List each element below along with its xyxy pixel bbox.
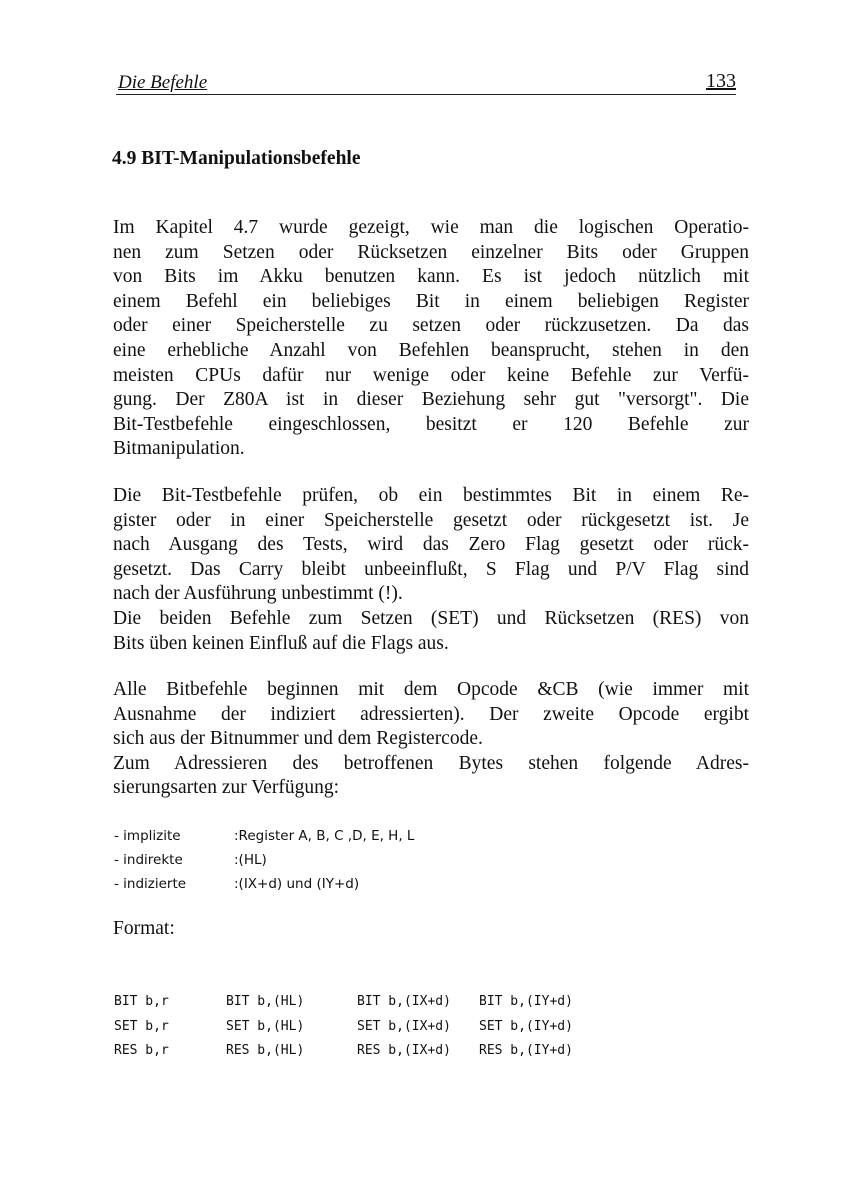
- mode-value: :(HL): [234, 852, 267, 868]
- text-line: Die beiden Befehle zum Setzen (SET) und Rücksetzen (RES) von: [113, 607, 749, 629]
- text-line: Zum Adressieren des betroffenen Bytes stehen folgende Adres-: [113, 752, 749, 774]
- list-item: [114, 824, 414, 848]
- text-line: sich aus der Bitnummer und dem Registercode.: [113, 728, 483, 750]
- running-head-chapter: Die Befehle: [118, 72, 208, 93]
- table-cell: RES b,(IX+d): [357, 1043, 451, 1058]
- table-cell: SET b,(HL): [226, 1018, 305, 1034]
- paragraph-opcode: [113, 678, 749, 801]
- text-line: nen zum Setzen oder Rücksetzen einzelner Bits oder Gruppen: [113, 241, 749, 263]
- mode-value: :(IX+d) und (IY+d): [234, 876, 360, 892]
- page-number: 133: [706, 70, 736, 92]
- mode-value: :Register A, B, C ,D, E, H, L: [234, 828, 415, 844]
- paragraph-intro: [113, 216, 749, 462]
- table-cell: BIT b,(IY+d): [479, 994, 573, 1009]
- instruction-format-table: [114, 990, 599, 1064]
- text-line: Ausnahme der indiziert adressierten). Der zweite Opcode ergibt: [113, 703, 749, 725]
- table-cell: SET b,r: [114, 1018, 169, 1034]
- text-line: gister oder in einer Speicherstelle gesetzt oder rückgesetzt ist. Je: [113, 509, 749, 531]
- list-item: [114, 848, 414, 872]
- table-cell: RES b,(HL): [226, 1043, 305, 1058]
- table-cell: RES b,r: [114, 1043, 169, 1058]
- list-item: [114, 872, 414, 896]
- text-line: gesetzt. Das Carry bleibt unbeeinflußt, S Flag und P/V Flag sind: [113, 558, 749, 580]
- text-line: oder einer Speicherstelle zu setzen oder rückzusetzen. Da das: [113, 315, 749, 337]
- text-line: von Bits im Akku benutzen kann. Es ist jedoch nützlich mit: [113, 266, 749, 288]
- table-cell: BIT b,(IX+d): [357, 994, 451, 1009]
- text-line: gung. Der Z80A ist in dieser Beziehung sehr gut "versorgt". Die: [113, 389, 749, 411]
- text-line: sierungsarten zur Verfügung:: [113, 777, 339, 799]
- text-line: nach der Ausführung unbestimmt (!).: [113, 583, 403, 605]
- table-cell: SET b,(IX+d): [357, 1018, 451, 1034]
- text-line: Bits üben keinen Einfluß auf die Flags aus.: [113, 632, 449, 654]
- section-title: 4.9 BIT-Manipulationsbefehle: [112, 148, 361, 169]
- text-line: eine erhebliche Anzahl von Befehlen beansprucht, stehen in den: [113, 339, 749, 361]
- addressing-modes-list: [114, 824, 414, 896]
- text-line: Bitmanipulation.: [113, 438, 245, 460]
- mode-name: - indirekte: [114, 852, 183, 868]
- mode-name: - indizierte: [114, 876, 187, 892]
- text-line: nach Ausgang des Tests, wird das Zero Flag gesetzt oder rück-: [113, 534, 749, 556]
- text-line: Bit-Testbefehle eingeschlossen, besitzt er 120 Befehle zur: [113, 413, 749, 435]
- text-line: Die Bit-Testbefehle prüfen, ob ein bestimmtes Bit in einem Re-: [113, 485, 749, 506]
- text-line: Im Kapitel 4.7 wurde gezeigt, wie man die logischen Operatio-: [113, 217, 749, 238]
- table-row: [114, 1039, 599, 1064]
- table-cell: BIT b,r: [114, 994, 169, 1009]
- text-line: Alle Bitbefehle beginnen mit dem Opcode &CB (wie immer mit: [113, 679, 749, 700]
- paragraph-bit-test: [113, 484, 749, 656]
- text-line: meisten CPUs dafür nur wenige oder keine Befehle zur Verfü-: [113, 364, 749, 386]
- page-header: [116, 70, 736, 95]
- table-row: [114, 990, 599, 1015]
- table-cell: BIT b,(HL): [226, 994, 305, 1009]
- table-cell: SET b,(IY+d): [479, 1018, 573, 1034]
- text-line: einem Befehl ein beliebiges Bit in einem beliebigen Register: [113, 290, 749, 312]
- table-row: [114, 1015, 599, 1040]
- mode-name: - implizite: [114, 828, 181, 844]
- table-cell: RES b,(IY+d): [479, 1043, 573, 1058]
- format-label: Format:: [113, 918, 175, 939]
